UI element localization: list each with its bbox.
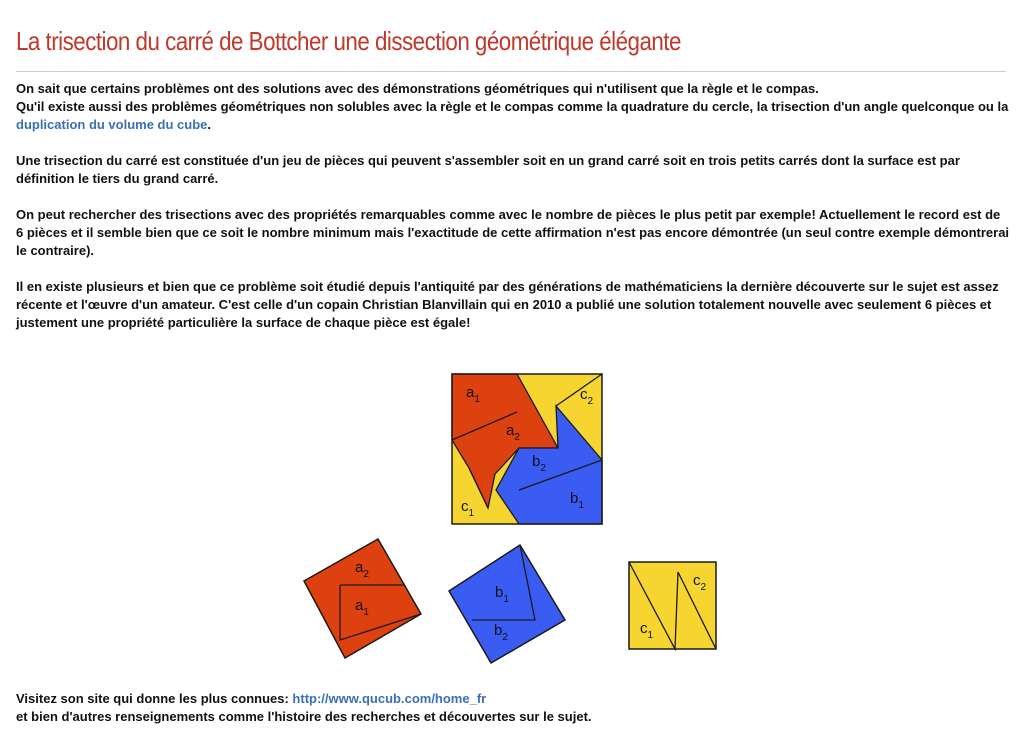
qucub-site-link[interactable]: http://www.qucub.com/home_fr [292, 691, 487, 706]
paragraph-1-line-1: On sait que certains problèmes ont des solutions avec des démonstrations géométriques qui n'utilisent que la règle et le compas. [16, 81, 819, 96]
footer-line-2: et bien d'autres renseignements comme l'histoire des recherches et découvertes sur le sujet. [16, 709, 592, 724]
footer-prefix: Visitez son site qui donne les plus connues: [16, 691, 293, 706]
label-a2-small: $a_2$ [355, 559, 369, 580]
paragraph-4: Il en existe plusieurs et bien que ce problème soit étudié depuis l'antiquité par des générations de mathématiciens la dernière découverte sur le sujet est assez récente et l'œuvre d'un amateur. C'est celle d'un copain Christian Blanvillain qui en 2010 a publié une solution totalement nouvelle avec seulement 6 pièces et justement une propriété particulière la surface de chaque pièce est égale! [16, 279, 999, 330]
paragraph-1-end: . [207, 117, 212, 132]
label-b1-large: $b_1$ [570, 490, 584, 511]
duplication-cube-link[interactable]: duplication du volume du cube [16, 117, 208, 132]
label-c1-small: $c_1$ [640, 620, 654, 641]
label-b2-small: $b_2$ [494, 622, 508, 643]
label-a1-large: $a_1$ [466, 384, 480, 405]
label-a2-large: $a_2$ [506, 422, 520, 443]
paragraph-2: Une trisection du carré est constituée d'un jeu de pièces qui peuvent s'assembler soit en un grand carré soit en trois petits carrés dont la surface est par définition le tiers du grand carré. [16, 153, 960, 186]
paragraph-1-line-2: Qu'il existe aussi des problèmes géométriques non solubles avec la règle et le compas comme la quadrature du cercle, la trisection d'un angle quelconque ou la [16, 99, 1009, 114]
label-c1-large: $c_1$ [461, 498, 475, 519]
label-c2-small: $c_2$ [693, 572, 707, 593]
label-b1-small: $b_1$ [495, 584, 509, 605]
paragraph-3: On peut rechercher des trisections avec des propriétés remarquables comme avec le nombre de pièces le plus petit par exemple! Actuellement le record est de 6 pièces et il semble bien que ce soit le nombre minimum mais l'exactitude de cette affirmation n'est pas encore démontrée (un seul contre exemple démontrerai le contraire). [16, 207, 1010, 258]
label-b2-large: $b_2$ [532, 453, 546, 474]
label-c2-large: $c_2$ [580, 386, 594, 407]
footer [16, 690, 1006, 726]
page-title: La trisection du carré de Bottcher une dissection géométrique élégante [16, 26, 681, 56]
label-a1-small: $a_1$ [355, 597, 369, 618]
footer-line-1 [16, 690, 1006, 708]
